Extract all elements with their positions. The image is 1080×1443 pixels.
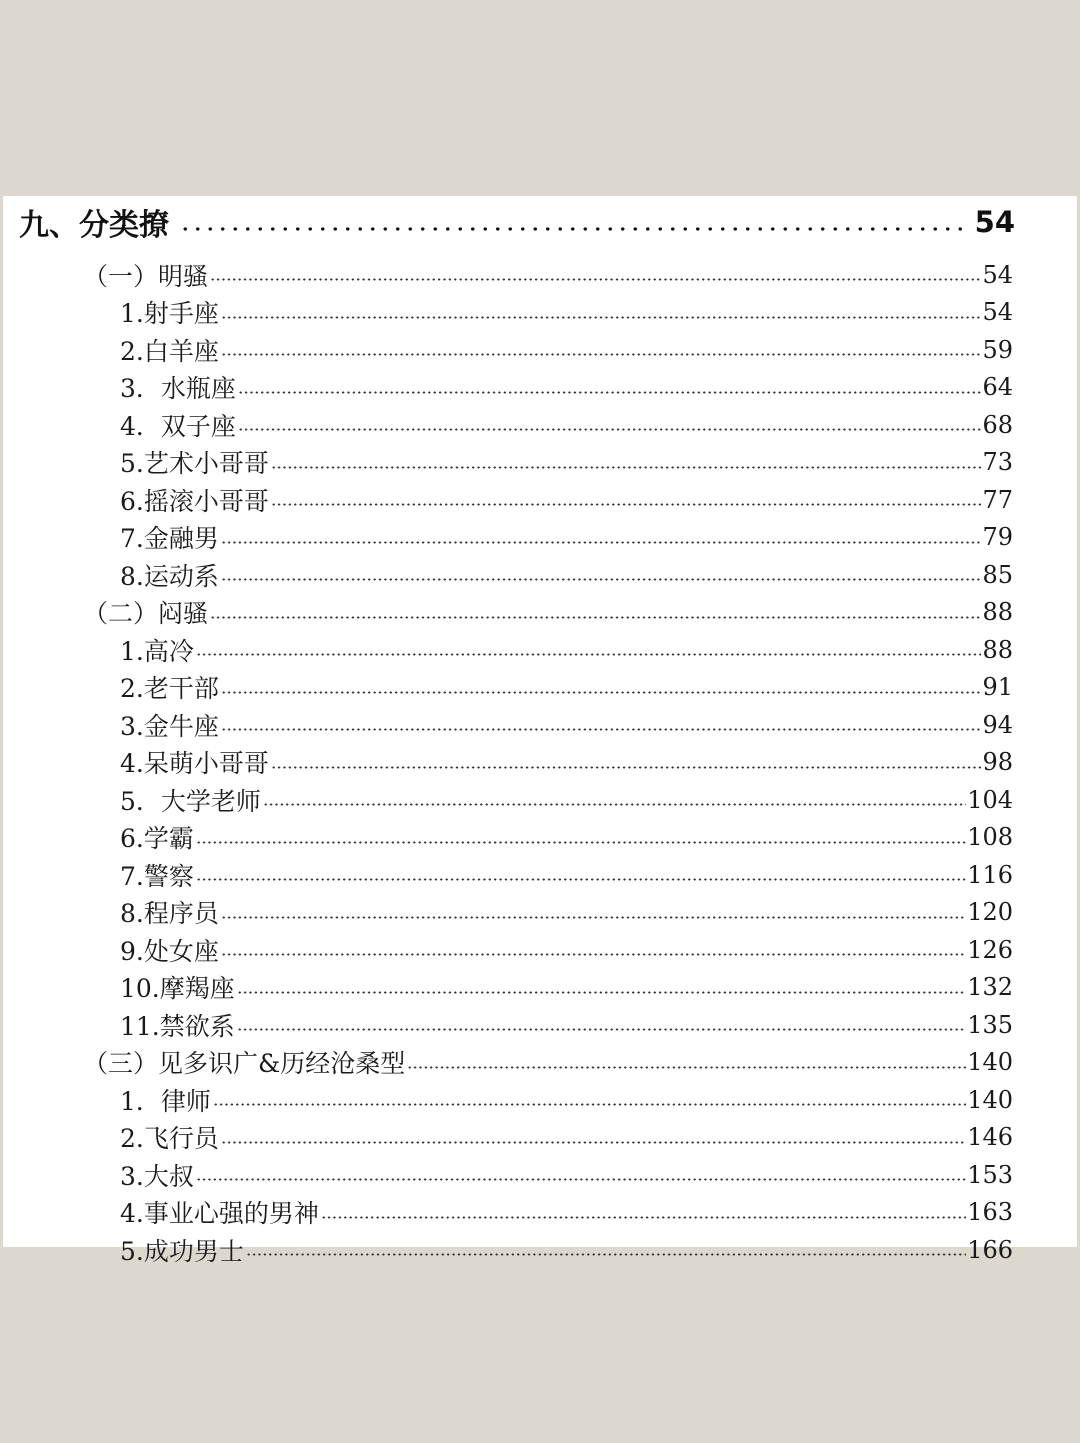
toc-entry-page: 79: [982, 523, 1013, 552]
toc-entry-label: （三）见多识广&历经沧桑型: [83, 1049, 406, 1079]
toc-entry[interactable]: [120, 631, 1013, 669]
toc-entry[interactable]: [120, 894, 1013, 932]
toc-entry-label: 1.高冷: [120, 636, 194, 666]
dot-leader: [221, 353, 982, 356]
toc-entry-label: 8.运动系: [120, 561, 219, 591]
toc-entry[interactable]: [120, 294, 1013, 332]
dot-leader: [196, 653, 982, 656]
dot-leader: [271, 466, 982, 469]
toc-entry-label: 4.呆萌小哥哥: [120, 749, 269, 779]
toc-entry-label: 2.老干部: [120, 674, 219, 704]
dot-leader: [238, 391, 982, 394]
toc-entry-page: 104: [967, 785, 1013, 814]
toc-entry-label: 1．律师: [120, 1086, 211, 1116]
toc-heading-title: 九、分类撩: [19, 208, 169, 243]
toc-entry-label: 5.艺术小哥哥: [120, 449, 269, 479]
toc-entry-label: （二）闷骚: [83, 599, 209, 629]
toc-section-entry[interactable]: [83, 1044, 1013, 1082]
toc-heading-page: 54: [974, 205, 1015, 239]
toc-entry-label: 2.白羊座: [120, 336, 219, 366]
toc-entry-page: 91: [982, 673, 1013, 702]
toc-entry-page: 88: [982, 635, 1013, 664]
dot-leader: [271, 503, 982, 506]
toc-entry[interactable]: [120, 519, 1013, 557]
dot-leader: [221, 916, 966, 919]
toc-heading[interactable]: [19, 196, 1015, 248]
toc-entry-label: 8.程序员: [120, 899, 219, 929]
dot-leader: [221, 953, 966, 956]
toc-entry[interactable]: [120, 556, 1013, 594]
toc-entry-label: 5．大学老师: [120, 786, 261, 816]
toc-entry-label: 11.禁欲系: [120, 1011, 235, 1041]
dot-leader: [221, 1141, 966, 1144]
toc-section-entry[interactable]: [83, 256, 1013, 294]
dot-leader: [221, 728, 982, 731]
dot-leader: [321, 1216, 966, 1219]
toc-entry-page: 64: [982, 373, 1013, 402]
document-page: [3, 196, 1077, 1266]
toc-section-entry[interactable]: [83, 594, 1013, 632]
toc-entry-page: 77: [982, 485, 1013, 514]
dot-leader: [407, 1066, 966, 1069]
toc-entry[interactable]: [120, 1081, 1013, 1119]
toc-entry-page: 85: [982, 560, 1013, 589]
toc-entry-page: 59: [982, 335, 1013, 364]
toc-entry-page: 135: [967, 1010, 1013, 1039]
toc-entry[interactable]: [120, 931, 1013, 969]
toc-entry-label: 9.处女座: [120, 936, 219, 966]
toc-entry[interactable]: [120, 856, 1013, 894]
toc-entry-page: 54: [982, 260, 1013, 289]
toc-entry[interactable]: [120, 481, 1013, 519]
toc-entry[interactable]: [120, 781, 1013, 819]
dot-leader: [179, 227, 969, 231]
toc-entry[interactable]: [120, 819, 1013, 857]
toc-entry-label: 3．水瓶座: [120, 374, 236, 404]
dot-leader: [237, 991, 966, 994]
toc-entry-page: 88: [982, 598, 1013, 627]
toc-entry-label: 7.警察: [120, 861, 194, 891]
toc-entry-page: 73: [982, 448, 1013, 477]
dot-leader: [196, 878, 966, 881]
toc-entry[interactable]: [120, 406, 1013, 444]
toc-entry-page: 140: [967, 1085, 1013, 1114]
toc-entry-label: 3.金牛座: [120, 711, 219, 741]
dot-leader: [213, 1103, 966, 1106]
toc-entry[interactable]: [120, 369, 1013, 407]
toc-entry-label: 2.飞行员: [120, 1124, 219, 1154]
toc-entry[interactable]: [120, 1194, 1013, 1232]
toc-entry[interactable]: [120, 669, 1013, 707]
toc-entry-page: 146: [967, 1123, 1013, 1152]
toc-entry-page: 116: [967, 860, 1013, 889]
toc-entry-page: 132: [967, 973, 1013, 1002]
toc-entry-page: 98: [982, 748, 1013, 777]
toc-entry-label: 6.学霸: [120, 824, 194, 854]
toc-entry[interactable]: [120, 969, 1013, 1007]
dot-leader: [263, 803, 966, 806]
toc-entry-label: 6.摇滚小哥哥: [120, 486, 269, 516]
toc-entry-page: 94: [982, 710, 1013, 739]
toc-entry[interactable]: [120, 331, 1013, 369]
dot-leader: [221, 541, 982, 544]
dot-leader: [237, 1028, 966, 1031]
dot-leader: [271, 766, 982, 769]
dot-leader: [246, 1253, 966, 1256]
toc-entry-page: 54: [982, 298, 1013, 327]
toc-entry-label: （一）明骚: [83, 261, 209, 291]
toc-entry-label: 10.摩羯座: [120, 974, 235, 1004]
dot-leader: [196, 841, 966, 844]
dot-leader: [221, 578, 982, 581]
toc-entry[interactable]: [120, 1156, 1013, 1194]
dot-leader: [210, 278, 981, 281]
dot-leader: [221, 691, 982, 694]
toc-entry[interactable]: [120, 706, 1013, 744]
toc-entry-page: 120: [967, 898, 1013, 927]
toc-entry-page: 153: [967, 1160, 1013, 1189]
toc-entry[interactable]: [120, 1231, 1013, 1269]
toc-entry-label: 1.射手座: [120, 299, 219, 329]
toc-entry-label: 4.事业心强的男神: [120, 1199, 319, 1229]
toc-entry-page: 140: [967, 1048, 1013, 1077]
dot-leader: [196, 1178, 966, 1181]
toc-entry[interactable]: [120, 744, 1013, 782]
toc-entry-label: 4．双子座: [120, 411, 236, 441]
dot-leader: [221, 316, 982, 319]
toc-entry-page: 68: [982, 410, 1013, 439]
toc-entry[interactable]: [120, 444, 1013, 482]
toc-entry[interactable]: [120, 1006, 1013, 1044]
toc-entry-label: 3.大叔: [120, 1161, 194, 1191]
toc-entry-label: 5.成功男士: [120, 1236, 244, 1266]
toc-entry-page: 126: [967, 935, 1013, 964]
dot-leader: [210, 616, 981, 619]
dot-leader: [238, 428, 982, 431]
toc-entry-page: 108: [967, 823, 1013, 852]
toc-entry-label: 7.金融男: [120, 524, 219, 554]
toc-entry-page: 163: [967, 1198, 1013, 1227]
toc-entry-page: 166: [967, 1235, 1013, 1264]
toc-entry[interactable]: [120, 1119, 1013, 1157]
